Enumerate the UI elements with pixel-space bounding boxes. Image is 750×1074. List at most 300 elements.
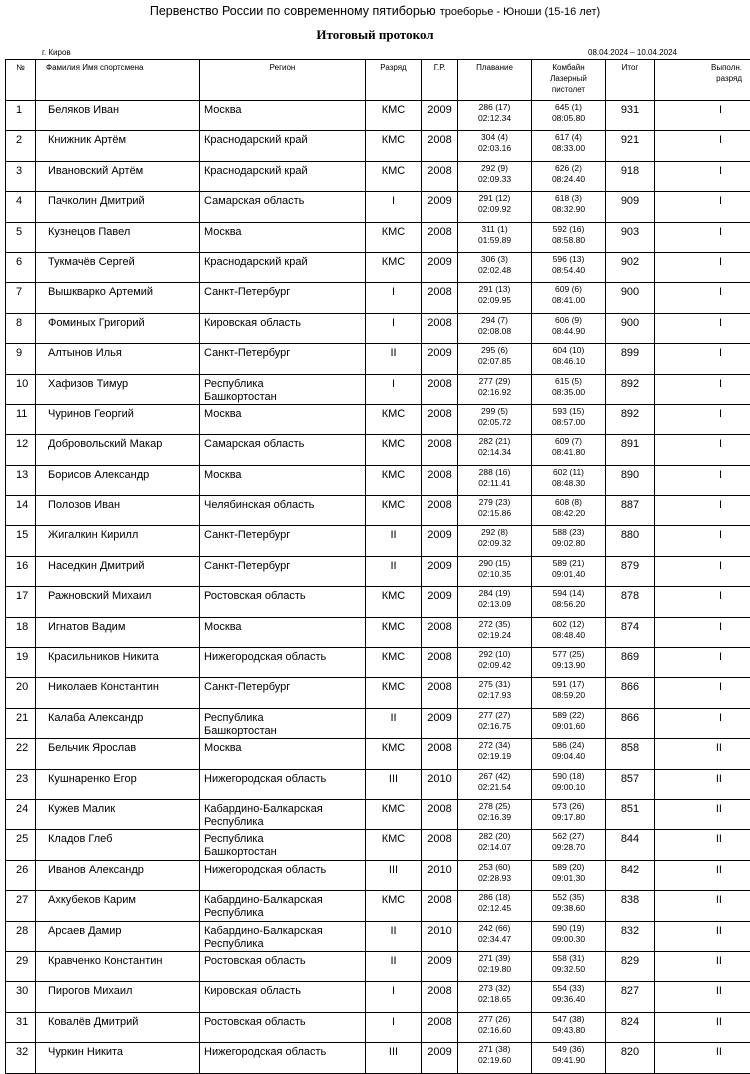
cell-rank: КМС — [382, 104, 406, 116]
cell-rank: II — [390, 347, 396, 359]
col-header-region: Регион — [200, 60, 366, 101]
cell-swim-pts: 304 (4) — [481, 132, 508, 142]
cell-swim-time: 02:14.34 — [478, 447, 511, 457]
cell-swim-time: 02:17.93 — [478, 690, 511, 700]
cell-total: 899 — [621, 347, 639, 359]
cell-year — [422, 313, 458, 343]
cell-total — [606, 648, 655, 678]
cell-region — [200, 374, 366, 404]
cell-year: 2008 — [427, 894, 451, 906]
cell-combo-pts: 590 (18) — [553, 771, 585, 781]
cell-vyp: II — [716, 894, 722, 906]
cell-year: 2008 — [427, 378, 451, 390]
cell-total: 909 — [621, 195, 639, 207]
cell-combo-time: 08:05.80 — [552, 113, 585, 123]
cell-rank: I — [392, 195, 395, 207]
cell-vyp — [655, 648, 750, 678]
cell-year: 2010 — [427, 864, 451, 876]
cell-rank — [366, 283, 422, 313]
cell-swim-time: 02:02.48 — [478, 265, 511, 275]
cell-year: 2008 — [427, 134, 451, 146]
cell-name — [36, 739, 200, 769]
cell-combo — [532, 496, 606, 526]
cell-swim — [458, 951, 532, 981]
cell-name: Борисов Александр — [48, 469, 149, 481]
cell-swim-pts: 292 (8) — [481, 527, 508, 537]
cell-combo-time: 08:24.40 — [552, 174, 585, 184]
cell-combo-pts: 552 (35) — [553, 892, 585, 902]
cell-year: 2008 — [427, 286, 451, 298]
cell-name: Кузнецов Павел — [48, 226, 130, 238]
cell-vyp — [655, 951, 750, 981]
cell-vyp: I — [719, 256, 722, 268]
cell-rank — [366, 526, 422, 556]
cell-rank: I — [392, 317, 395, 329]
cell-swim — [458, 678, 532, 708]
cell-combo-time: 09:36.40 — [552, 994, 585, 1004]
cell-region — [200, 891, 366, 921]
cell-year — [422, 435, 458, 465]
cell-vyp — [655, 1012, 750, 1042]
cell-region — [200, 769, 366, 799]
cell-combo-pts: 596 (13) — [553, 254, 585, 264]
cell-rank: КМС — [382, 681, 406, 693]
cell-region-1: Кировская область — [204, 985, 301, 997]
cell-combo — [532, 982, 606, 1012]
cell-name — [36, 496, 200, 526]
cell-swim-time: 02:12.45 — [478, 903, 511, 913]
cell-name — [36, 161, 200, 191]
cell-year — [422, 161, 458, 191]
cell-region — [200, 556, 366, 586]
cell-name — [36, 617, 200, 647]
cell-region-1: Нижегородская область — [204, 1046, 326, 1058]
cell-combo-pts: 593 (15) — [553, 406, 585, 416]
city-label: г. Киров — [42, 48, 71, 57]
cell-rank: КМС — [382, 894, 406, 906]
cell-combo-time: 09:00.30 — [552, 934, 585, 944]
table-row — [6, 587, 750, 617]
cell-name: Ахкубеков Карим — [48, 894, 136, 906]
cell-swim — [458, 222, 532, 252]
cell-combo-pts: 591 (17) — [553, 679, 585, 689]
cell-swim-time: 02:16.39 — [478, 812, 511, 822]
cell-region-1: Санкт-Петербург — [204, 286, 290, 298]
cell-name — [36, 131, 200, 161]
cell-year — [422, 222, 458, 252]
cell-rank — [366, 374, 422, 404]
cell-name — [36, 283, 200, 313]
cell-name — [36, 313, 200, 343]
cell-year: 2008 — [427, 742, 451, 754]
col-header-rank: Разряд — [366, 60, 422, 101]
cell-year: 2009 — [427, 560, 451, 572]
cell-total: 857 — [621, 773, 639, 785]
cell-rank: I — [392, 286, 395, 298]
cell-region-1: Ростовская область — [204, 955, 306, 967]
cell-rank: II — [390, 955, 396, 967]
cell-combo — [532, 404, 606, 434]
cell-year: 2009 — [427, 104, 451, 116]
cell-combo-time: 08:58.80 — [552, 235, 585, 245]
cell-year — [422, 374, 458, 404]
cell-combo-time: 09:38.60 — [552, 903, 585, 913]
cell-swim-time: 02:34.47 — [478, 934, 511, 944]
table-row — [6, 921, 750, 951]
cell-region-1: Ростовская область — [204, 590, 306, 602]
cell-name: Игнатов Вадим — [48, 621, 125, 633]
cell-total — [606, 344, 655, 374]
cell-num: 14 — [16, 499, 28, 511]
cell-region — [200, 222, 366, 252]
cell-year: 2008 — [427, 408, 451, 420]
cell-swim — [458, 404, 532, 434]
cell-region — [200, 252, 366, 282]
cell-swim-time: 02:21.54 — [478, 782, 511, 792]
cell-swim — [458, 739, 532, 769]
cell-vyp — [655, 769, 750, 799]
cell-combo — [532, 891, 606, 921]
cell-combo — [532, 799, 606, 829]
cell-combo-pts: 586 (24) — [553, 740, 585, 750]
cell-rank — [366, 678, 422, 708]
cell-combo-time: 08:54.40 — [552, 265, 585, 275]
cell-swim-pts: 272 (35) — [479, 619, 511, 629]
cell-total — [606, 131, 655, 161]
results-table — [5, 59, 750, 1074]
cell-combo-time: 09:32.50 — [552, 964, 585, 974]
cell-region-1: Москва — [204, 226, 242, 238]
cell-year: 2008 — [427, 499, 451, 511]
cell-total — [606, 830, 655, 860]
cell-name — [36, 252, 200, 282]
cell-swim — [458, 799, 532, 829]
cell-swim-pts: 275 (31) — [479, 679, 511, 689]
col-header-total: Итог — [606, 60, 655, 101]
cell-name: Калаба Александр — [48, 712, 143, 724]
cell-combo-time: 08:56.20 — [552, 599, 585, 609]
cell-combo — [532, 648, 606, 678]
cell-num — [6, 891, 36, 921]
cell-rank: III — [389, 864, 398, 876]
cell-name — [36, 678, 200, 708]
cell-combo — [532, 860, 606, 890]
cell-combo — [532, 708, 606, 738]
cell-name: Алтынов Илья — [48, 347, 122, 359]
cell-year — [422, 951, 458, 981]
cell-swim-pts: 292 (9) — [481, 163, 508, 173]
cell-swim-pts: 292 (10) — [479, 649, 511, 659]
cell-num — [6, 1043, 36, 1073]
table-row — [6, 678, 750, 708]
cell-region-1: Москва — [204, 621, 242, 633]
cell-swim — [458, 708, 532, 738]
cell-vyp: II — [716, 833, 722, 845]
cell-total: 869 — [621, 651, 639, 663]
cell-rank: III — [389, 1046, 398, 1058]
cell-total: 918 — [621, 165, 639, 177]
cell-num — [6, 283, 36, 313]
cell-num — [6, 435, 36, 465]
cell-swim-time: 02:15.86 — [478, 508, 511, 518]
cell-region — [200, 101, 366, 131]
cell-vyp — [655, 465, 750, 495]
cell-rank — [366, 131, 422, 161]
cell-num — [6, 617, 36, 647]
cell-swim — [458, 283, 532, 313]
cell-combo-pts: 609 (7) — [555, 436, 582, 446]
table-row — [6, 769, 750, 799]
cell-combo-time: 08:48.30 — [552, 478, 585, 488]
cell-vyp: I — [719, 134, 722, 146]
cell-combo-pts: 588 (23) — [553, 527, 585, 537]
cell-year: 2010 — [427, 773, 451, 785]
cell-year: 2008 — [427, 317, 451, 329]
cell-year: 2009 — [427, 712, 451, 724]
cell-region-1: Москва — [204, 104, 242, 116]
cell-combo-pts: 602 (12) — [553, 619, 585, 629]
cell-total: 900 — [621, 286, 639, 298]
cell-year: 2008 — [427, 651, 451, 663]
cell-name: Кужев Малик — [48, 803, 115, 815]
cell-swim-pts: 299 (5) — [481, 406, 508, 416]
cell-num — [6, 101, 36, 131]
cell-vyp: I — [719, 408, 722, 420]
col-header-combo-1: Комбайн — [552, 63, 584, 72]
cell-name: Жигалкин Кирилл — [48, 529, 138, 541]
cell-rank — [366, 161, 422, 191]
cell-region-1: Краснодарский край — [204, 256, 308, 268]
table-row — [6, 556, 750, 586]
cell-combo-time: 08:32.90 — [552, 204, 585, 214]
title-sub: троеборье - Юноши (15-16 лет) — [440, 6, 600, 18]
cell-rank: КМС — [382, 165, 406, 177]
cell-year: 2008 — [427, 621, 451, 633]
cell-vyp: I — [719, 712, 722, 724]
cell-name: Наседкин Дмитрий — [48, 560, 145, 572]
table-row — [6, 951, 750, 981]
cell-swim-pts: 286 (18) — [479, 892, 511, 902]
cell-rank — [366, 313, 422, 343]
cell-swim-pts: 286 (17) — [479, 102, 511, 112]
cell-total — [606, 192, 655, 222]
cell-combo-pts: 549 (36) — [553, 1044, 585, 1054]
cell-year — [422, 101, 458, 131]
cell-name — [36, 101, 200, 131]
cell-vyp: I — [719, 499, 722, 511]
cell-name — [36, 556, 200, 586]
cell-combo — [532, 587, 606, 617]
cell-swim-pts: 277 (29) — [479, 376, 511, 386]
cell-total: 858 — [621, 742, 639, 754]
cell-swim — [458, 101, 532, 131]
cell-name — [36, 526, 200, 556]
cell-vyp — [655, 101, 750, 131]
cell-swim-time: 02:09.42 — [478, 660, 511, 670]
cell-name: Красильников Никита — [48, 651, 159, 663]
cell-combo-pts: 608 (8) — [555, 497, 582, 507]
cell-year: 2008 — [427, 1016, 451, 1028]
cell-swim-time: 02:05.72 — [478, 417, 511, 427]
cell-year: 2009 — [427, 955, 451, 967]
cell-swim — [458, 982, 532, 1012]
cell-total — [606, 161, 655, 191]
cell-year — [422, 252, 458, 282]
cell-swim-pts: 277 (26) — [479, 1014, 511, 1024]
cell-year — [422, 769, 458, 799]
cell-rank — [366, 465, 422, 495]
cell-swim-time: 02:18.65 — [478, 994, 511, 1004]
cell-rank: КМС — [382, 621, 406, 633]
cell-region — [200, 404, 366, 434]
cell-num: 26 — [16, 864, 28, 876]
cell-region-1: Москва — [204, 469, 242, 481]
cell-rank — [366, 556, 422, 586]
cell-total: 832 — [621, 925, 639, 937]
cell-rank — [366, 192, 422, 222]
cell-rank — [366, 951, 422, 981]
cell-combo-pts: 645 (1) — [555, 102, 582, 112]
cell-rank: II — [390, 529, 396, 541]
cell-swim-pts: 253 (60) — [479, 862, 511, 872]
cell-combo-time: 09:28.70 — [552, 842, 585, 852]
cell-swim-time: 02:10.35 — [478, 569, 511, 579]
col-header-name: Фамилия Имя спортсмена — [36, 60, 200, 101]
cell-rank — [366, 830, 422, 860]
cell-combo-pts: 589 (21) — [553, 558, 585, 568]
cell-combo — [532, 283, 606, 313]
cell-year — [422, 556, 458, 586]
cell-name — [36, 222, 200, 252]
table-row — [6, 799, 750, 829]
cell-combo-pts: 617 (4) — [555, 132, 582, 142]
cell-rank — [366, 708, 422, 738]
cell-rank — [366, 587, 422, 617]
cell-num: 12 — [16, 438, 28, 450]
cell-combo — [532, 344, 606, 374]
cell-name: Беляков Иван — [48, 104, 119, 116]
cell-swim-pts: 284 (19) — [479, 588, 511, 598]
cell-total: 820 — [621, 1046, 639, 1058]
cell-swim — [458, 769, 532, 799]
cell-swim-pts: 294 (7) — [481, 315, 508, 325]
cell-rank — [366, 101, 422, 131]
cell-rank — [366, 921, 422, 951]
cell-year — [422, 465, 458, 495]
cell-rank: КМС — [382, 590, 406, 602]
cell-swim-time: 02:14.07 — [478, 842, 511, 852]
cell-region-1: Нижегородская область — [204, 651, 326, 663]
cell-year — [422, 678, 458, 708]
cell-num: 15 — [16, 529, 28, 541]
cell-total: 879 — [621, 560, 639, 572]
cell-total — [606, 374, 655, 404]
cell-name: Ражновский Михаил — [48, 590, 151, 602]
cell-vyp: II — [716, 1016, 722, 1028]
cell-vyp: I — [719, 681, 722, 693]
cell-num: 30 — [16, 985, 28, 997]
cell-rank: КМС — [382, 256, 406, 268]
cell-combo-time: 09:02.80 — [552, 538, 585, 548]
table-header-row — [6, 60, 750, 101]
table-row — [6, 222, 750, 252]
cell-vyp: II — [716, 803, 722, 815]
cell-year — [422, 283, 458, 313]
cell-combo-time: 08:46.10 — [552, 356, 585, 366]
cell-combo — [532, 1012, 606, 1042]
cell-name: Книжник Артём — [48, 134, 126, 146]
col-header-year: Г.Р. — [422, 60, 458, 101]
cell-region — [200, 283, 366, 313]
cell-rank: КМС — [382, 408, 406, 420]
cell-num — [6, 769, 36, 799]
cell-region-1: Кировская область — [204, 317, 301, 329]
cell-swim-time: 02:19.19 — [478, 751, 511, 761]
cell-vyp — [655, 131, 750, 161]
cell-region — [200, 921, 366, 951]
cell-region — [200, 344, 366, 374]
cell-rank: КМС — [382, 499, 406, 511]
cell-swim-pts: 279 (23) — [479, 497, 511, 507]
table-row — [6, 860, 750, 890]
cell-year: 2009 — [427, 1046, 451, 1058]
cell-vyp: I — [719, 317, 722, 329]
cell-name: Пирогов Михаил — [48, 985, 132, 997]
cell-year — [422, 891, 458, 921]
cell-total: 844 — [621, 833, 639, 845]
cell-swim-time: 02:16.75 — [478, 721, 511, 731]
document-title — [0, 4, 750, 18]
cell-swim — [458, 526, 532, 556]
cell-swim — [458, 587, 532, 617]
cell-swim — [458, 921, 532, 951]
cell-num: 29 — [16, 955, 28, 967]
cell-swim-pts: 267 (42) — [479, 771, 511, 781]
cell-name: Кравченко Константин — [48, 955, 163, 967]
cell-region — [200, 951, 366, 981]
cell-combo-time: 09:41.90 — [552, 1055, 585, 1065]
cell-swim — [458, 617, 532, 647]
cell-combo-pts: 547 (38) — [553, 1014, 585, 1024]
cell-swim-time: 02:03.16 — [478, 143, 511, 153]
cell-swim-pts: 290 (15) — [479, 558, 511, 568]
cell-num: 25 — [16, 833, 28, 845]
cell-year: 2008 — [427, 226, 451, 238]
cell-num — [6, 556, 36, 586]
cell-swim-time: 02:13.09 — [478, 599, 511, 609]
table-row — [6, 648, 750, 678]
cell-rank: II — [390, 560, 396, 572]
cell-combo-time: 08:41.80 — [552, 447, 585, 457]
cell-region — [200, 617, 366, 647]
cell-total — [606, 465, 655, 495]
cell-num — [6, 921, 36, 951]
cell-num — [6, 951, 36, 981]
cell-num — [6, 222, 36, 252]
cell-num: 2 — [16, 134, 22, 146]
cell-vyp — [655, 161, 750, 191]
cell-combo-pts: 592 (16) — [553, 224, 585, 234]
cell-vyp: I — [719, 347, 722, 359]
cell-rank: II — [390, 712, 396, 724]
cell-swim — [458, 830, 532, 860]
cell-name — [36, 465, 200, 495]
cell-year — [422, 131, 458, 161]
cell-num: 18 — [16, 621, 28, 633]
cell-combo-time: 08:35.00 — [552, 387, 585, 397]
cell-name — [36, 982, 200, 1012]
col-header-combo — [532, 60, 606, 101]
